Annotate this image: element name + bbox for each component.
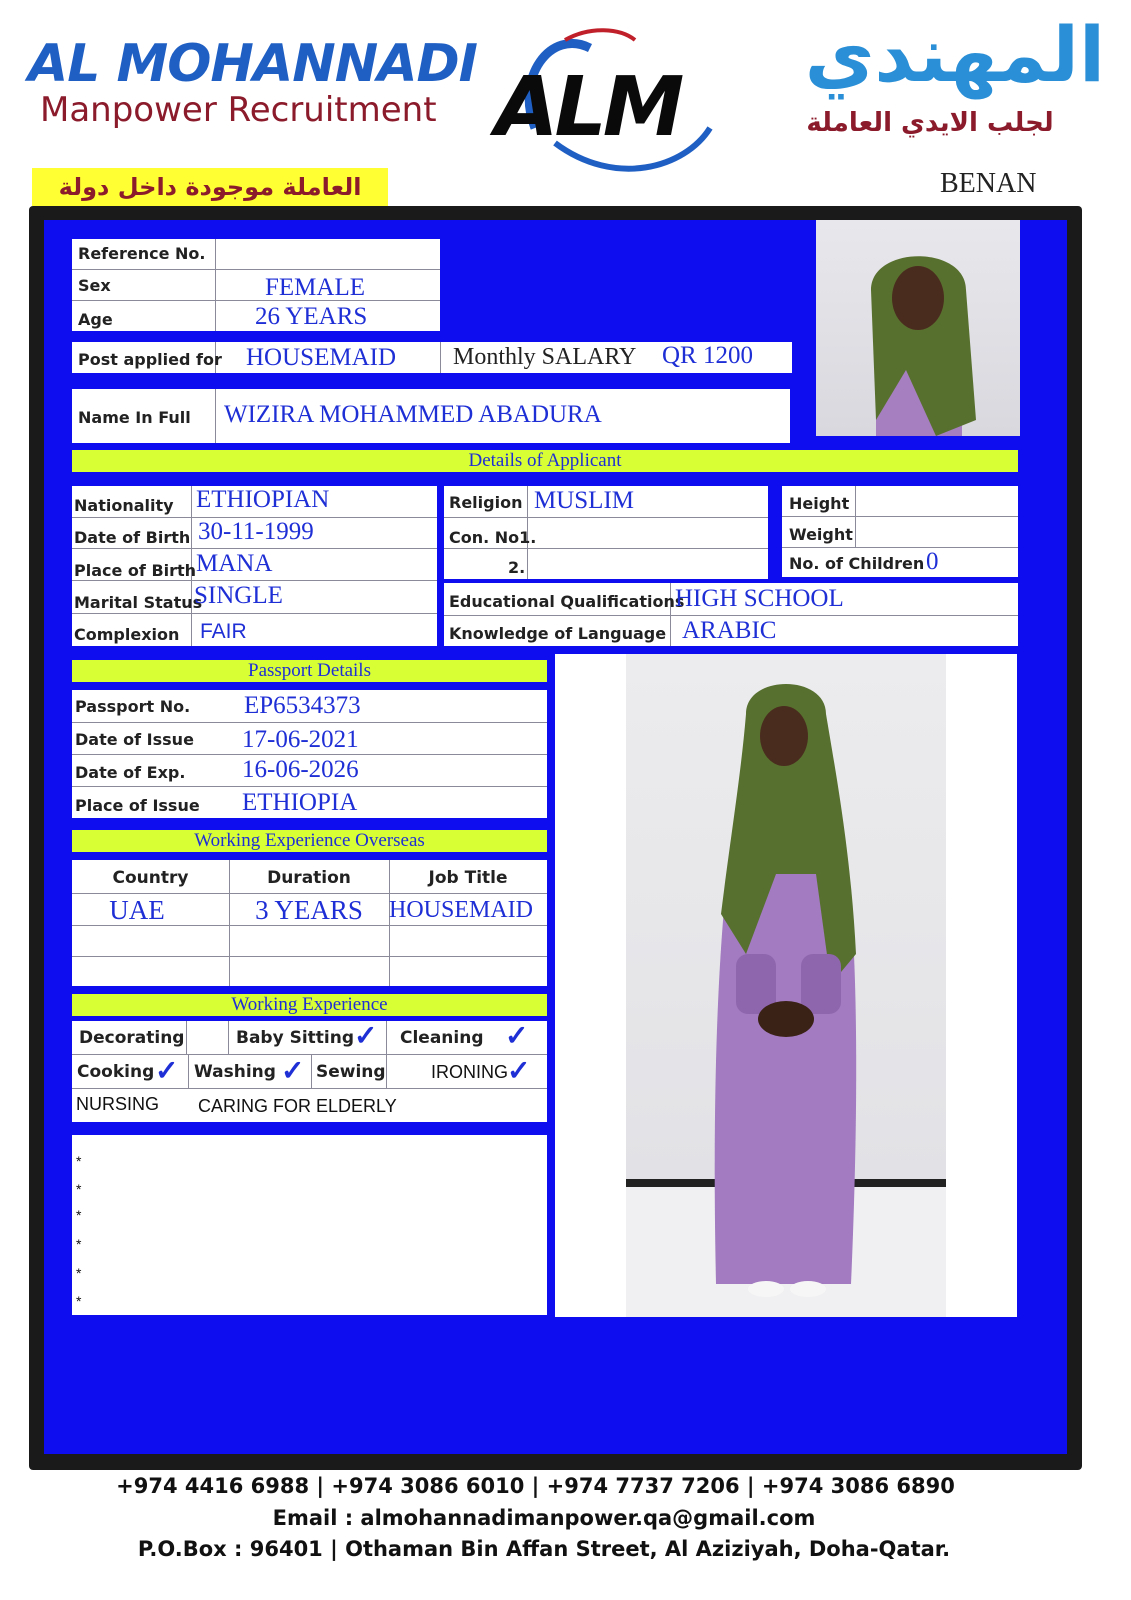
complexion-label: Complexion	[74, 625, 180, 644]
passport-title: Passport Details	[72, 660, 547, 682]
con2-label: 2.	[508, 558, 526, 577]
pob-label: Place of Birth	[74, 561, 197, 580]
age-value: 26 YEARS	[255, 303, 368, 330]
overseas-title: Working Experience Overseas	[72, 830, 547, 852]
brand-name-ar: المهندي	[804, 10, 1105, 99]
applicant-full-body-photo	[626, 654, 946, 1317]
note-line: *	[76, 1153, 82, 1169]
children-value: 0	[926, 548, 939, 575]
salary-label: Monthly SALARY	[453, 344, 637, 370]
nationality-value: ETHIOPIAN	[196, 486, 330, 513]
skill-baby-sitting: Baby Sitting	[236, 1028, 355, 1048]
passport-number-label: Passport No.	[75, 697, 191, 716]
note-line: *	[76, 1181, 82, 1197]
overseas-header-country: Country	[112, 868, 189, 888]
applicant-portrait-photo	[816, 220, 1020, 436]
religion-value: MUSLIM	[534, 487, 635, 514]
cooking-check-icon: ✓	[155, 1055, 179, 1086]
footer-email: Email : almohannadimanpower.qa@gmail.com	[272, 1506, 816, 1530]
skill-cooking: Cooking	[77, 1062, 155, 1082]
baby-sitting-check-icon: ✓	[354, 1020, 378, 1051]
complexion-value: FAIR	[200, 620, 247, 643]
skill-sewing: Sewing	[316, 1062, 386, 1082]
footer-address: P.O.Box : 96401 | Othaman Bin Affan Street, Al Aziziyah, Doha-Qatar.	[137, 1537, 951, 1561]
education-label: Educational Qualifications	[449, 592, 685, 611]
name-label: Name In Full	[78, 408, 191, 427]
overseas-header-job: Job Title	[428, 868, 508, 888]
weight-label: Weight	[789, 525, 853, 544]
dob-value: 30-11-1999	[198, 518, 314, 545]
passport-issue-value: 17-06-2021	[242, 726, 359, 753]
note-line: *	[76, 1236, 82, 1252]
ironing-check-icon: ✓	[507, 1055, 531, 1086]
pob-value: MANA	[196, 550, 273, 577]
passport-number-value: EP6534373	[244, 692, 361, 719]
cleaning-check-icon: ✓	[505, 1020, 529, 1051]
skill-washing: Washing	[194, 1062, 276, 1082]
footer-phones: +974 4416 6988 | +974 3086 6010 | +974 7737 7206 | +974 3086 6890	[116, 1474, 955, 1498]
brand-name-en: AL MOHANNADI	[28, 34, 477, 94]
skill-ironing: IRONING	[431, 1062, 509, 1082]
con1-label: Con. No1.	[449, 528, 537, 547]
skill-caring-elderly: CARING FOR ELDERLY	[198, 1096, 397, 1116]
overseas-row-duration: 3 YEARS	[255, 895, 363, 925]
note-line: *	[76, 1265, 82, 1281]
reference-label: Reference No.	[78, 244, 206, 263]
brand-subtitle-en: Manpower Recruitment	[40, 90, 437, 130]
nationality-label: Nationality	[74, 496, 174, 515]
skill-cleaning: Cleaning	[400, 1028, 484, 1048]
note-line: *	[76, 1293, 82, 1309]
alm-logo	[495, 18, 725, 178]
washing-check-icon: ✓	[281, 1055, 305, 1086]
language-value: ARABIC	[682, 617, 777, 644]
salary-value: QR 1200	[662, 342, 753, 369]
skill-nursing: NURSING	[76, 1094, 160, 1114]
company-header	[0, 0, 1131, 200]
post-label: Post applied for	[78, 350, 222, 369]
passport-place-value: ETHIOPIA	[242, 789, 358, 816]
alm-logo-letters: ALM	[495, 60, 681, 155]
passport-exp-value: 16-06-2026	[242, 756, 359, 783]
agency-code: BENAN	[940, 168, 1037, 199]
religion-label: Religion	[449, 493, 523, 512]
passport-exp-label: Date of Exp.	[75, 763, 186, 782]
name-value: WIZIRA MOHAMMED ABADURA	[224, 401, 602, 428]
marital-value: SINGLE	[194, 582, 283, 609]
overseas-row-country: UAE	[109, 895, 165, 925]
language-label: Knowledge of Language	[449, 624, 667, 643]
age-label: Age	[78, 310, 113, 329]
overseas-row-job: HOUSEMAID	[389, 897, 533, 923]
dob-label: Date of Birth	[74, 528, 191, 547]
notes-box	[72, 1135, 547, 1315]
notice-banner-ar: العاملة موجودة داخل دولة	[32, 168, 388, 206]
note-line: *	[76, 1207, 82, 1223]
brand-subtitle-ar: لجلب الايدي العاملة	[806, 108, 1054, 138]
experience-title: Working Experience	[72, 994, 547, 1016]
sex-label: Sex	[78, 276, 111, 295]
post-value: HOUSEMAID	[246, 344, 396, 371]
height-label: Height	[789, 494, 850, 513]
marital-label: Marital Status	[74, 593, 203, 612]
sex-value: FEMALE	[265, 274, 365, 301]
children-label: No. of Children	[789, 554, 925, 573]
passport-issue-label: Date of Issue	[75, 730, 194, 749]
overseas-header-duration: Duration	[267, 868, 351, 888]
skill-decorating: Decorating	[79, 1028, 185, 1048]
passport-place-label: Place of Issue	[75, 796, 200, 815]
details-title: Details of Applicant	[72, 450, 1018, 472]
education-value: HIGH SCHOOL	[675, 585, 844, 612]
